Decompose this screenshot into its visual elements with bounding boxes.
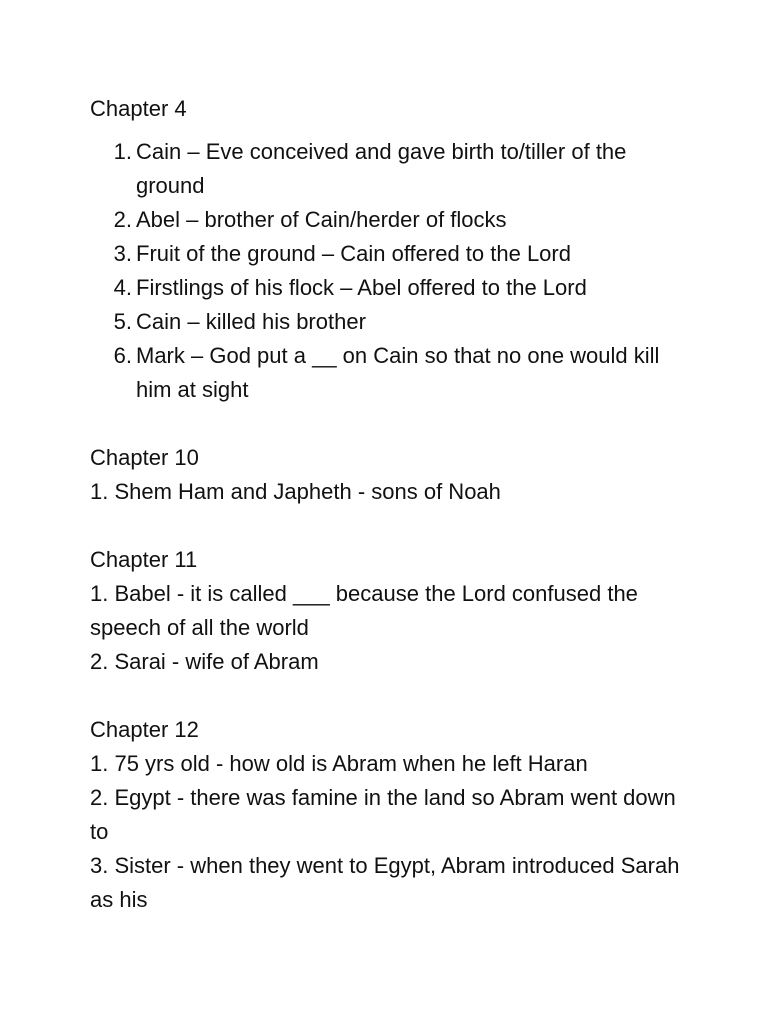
- chapter-heading: Chapter 4: [90, 96, 187, 121]
- list-item-number: 5.: [113, 309, 132, 334]
- list-item-text: Cain – Eve conceived and gave birth to/tiller of the ground: [136, 139, 627, 198]
- entry-line: 1. Shem Ham and Japheth - sons of Noah: [90, 479, 501, 504]
- list-item: [90, 135, 690, 203]
- list-item-text: Mark – God put a __ on Cain so that no one would kill him at sight: [136, 343, 660, 402]
- list-item: [90, 237, 690, 271]
- chapter-heading: Chapter 11: [90, 547, 198, 572]
- list-item-number: 1.: [113, 139, 132, 164]
- list-item-number: 4.: [113, 275, 132, 300]
- list-item: [90, 339, 690, 407]
- list-item-text: Cain – killed his brother: [136, 309, 366, 334]
- entry-line: 2. Egypt - there was famine in the land so Abram went down to: [90, 785, 676, 844]
- chapter-4-section: [90, 92, 690, 407]
- entry-line: 1. 75 yrs old - how old is Abram when he left Haran: [90, 751, 588, 776]
- list-item: [90, 305, 690, 339]
- list-item-text: Abel – brother of Cain/herder of flocks: [136, 207, 507, 232]
- list-item-number: 3.: [113, 241, 132, 266]
- entry-line: 3. Sister - when they went to Egypt, Abram introduced Sarah as his: [90, 853, 680, 912]
- list-item: [90, 271, 690, 305]
- entry-line: 2. Sarai - wife of Abram: [90, 649, 319, 674]
- numbered-list: [90, 135, 690, 407]
- list-item-text: Fruit of the ground – Cain offered to the Lord: [136, 241, 571, 266]
- list-item: [90, 203, 690, 237]
- document-page: [90, 92, 690, 951]
- list-item-text: Firstlings of his flock – Abel offered to the Lord: [136, 275, 587, 300]
- chapter-heading: Chapter 12: [90, 717, 199, 742]
- list-item-number: 6.: [113, 343, 132, 368]
- chapter-12-section: [90, 713, 690, 917]
- list-item-number: 2.: [113, 207, 132, 232]
- chapter-10-section: [90, 441, 690, 509]
- chapter-11-section: [90, 543, 690, 679]
- entry-line: 1. Babel - it is called ___ because the Lord confused the speech of all the world: [90, 581, 638, 640]
- chapter-heading: Chapter 10: [90, 445, 199, 470]
